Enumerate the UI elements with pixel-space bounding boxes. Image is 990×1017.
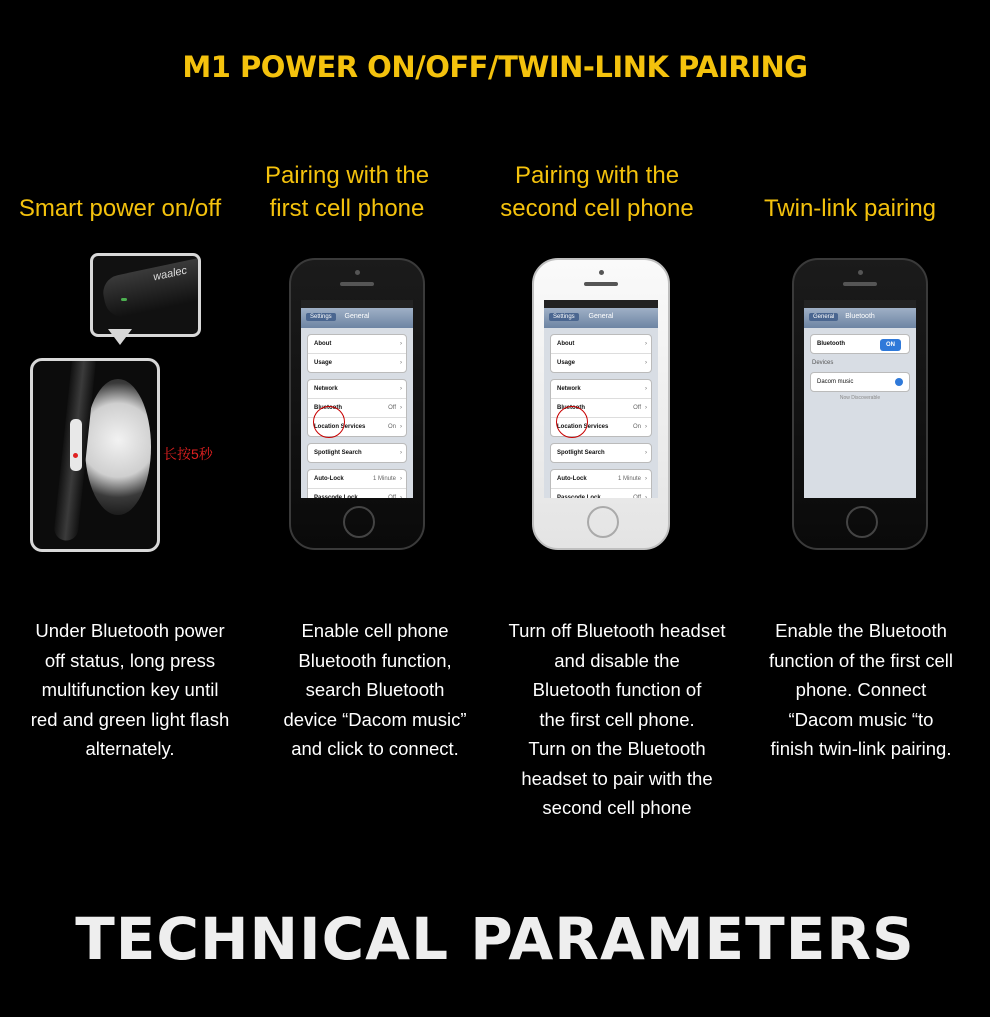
back-button[interactable]: General xyxy=(809,313,838,321)
chevron-right-icon: › xyxy=(645,386,647,392)
desc-power xyxy=(10,616,250,764)
settings-row-usage[interactable] xyxy=(308,354,406,372)
chevron-right-icon: › xyxy=(645,424,647,430)
row-value: On xyxy=(387,424,396,430)
phone-screen xyxy=(544,300,658,498)
home-button[interactable] xyxy=(343,506,375,538)
chevron-right-icon: › xyxy=(400,360,402,366)
settings-group xyxy=(550,443,652,463)
chevron-right-icon: › xyxy=(400,386,402,392)
settings-row-network[interactable] xyxy=(551,380,651,399)
desc-second-phone xyxy=(497,616,737,823)
status-bar xyxy=(301,300,413,308)
desc-line: function of the first cell xyxy=(768,649,954,671)
chevron-right-icon: › xyxy=(645,450,647,456)
speaker-icon xyxy=(584,282,618,286)
technical-parameters-heading: TECHNICAL PARAMETERS xyxy=(75,905,915,973)
row-label: Spotlight Search xyxy=(557,450,605,456)
bluetooth-toggle-row xyxy=(811,335,909,353)
led-indicator-icon xyxy=(121,298,127,301)
chevron-right-icon: › xyxy=(645,341,647,347)
chevron-right-icon: › xyxy=(400,476,402,482)
highlight-circle xyxy=(313,406,345,438)
speaker-icon xyxy=(340,282,374,286)
col-title-second-phone xyxy=(487,159,707,225)
desc-line: device “Dacom music” xyxy=(283,708,467,730)
row-label: Location Services xyxy=(314,424,366,430)
settings-row-spotlight[interactable] xyxy=(308,444,406,462)
desc-line: Turn off Bluetooth headset xyxy=(508,620,726,641)
device-row[interactable] xyxy=(811,373,909,391)
camera-icon xyxy=(599,270,604,275)
desc-line: Under Bluetooth power xyxy=(35,620,225,641)
col-title-line: second cell phone xyxy=(500,195,694,222)
headset-closeup xyxy=(90,253,201,337)
nav-title: General xyxy=(588,313,614,320)
settings-row-autolock[interactable] xyxy=(308,470,406,489)
nav-title: Bluetooth xyxy=(845,313,875,320)
headset-brand: waalec xyxy=(152,264,189,284)
chevron-right-icon: › xyxy=(400,450,402,456)
chevron-right-icon: › xyxy=(400,405,402,411)
multifunction-key-icon xyxy=(70,419,82,471)
desc-line: and disable the xyxy=(554,649,680,671)
row-label: Auto-Lock xyxy=(314,476,344,482)
chevron-right-icon: › xyxy=(400,495,402,498)
nav-bar xyxy=(804,308,916,328)
desc-line: phone. Connect xyxy=(795,679,927,700)
row-value: On xyxy=(632,424,641,430)
desc-line: Enable cell phone xyxy=(301,620,449,641)
discoverable-status: Now Discoverable xyxy=(839,395,881,401)
desc-line: finish twin-link pairing. xyxy=(770,738,952,759)
nav-bar xyxy=(544,308,658,328)
col-title-twin-link: Twin-link pairing xyxy=(763,195,937,222)
desc-line: off status, long press xyxy=(44,649,216,671)
desc-line: and click to connect. xyxy=(291,738,459,759)
phone-second xyxy=(532,258,670,550)
desc-line: the first cell phone. xyxy=(539,708,695,730)
col-title-line: Pairing with the xyxy=(514,162,680,189)
speaker-icon xyxy=(843,282,877,286)
col-title-line: Pairing with the xyxy=(264,162,430,189)
settings-group xyxy=(550,334,652,373)
back-button[interactable]: Settings xyxy=(549,313,579,321)
row-value: Off xyxy=(633,405,641,411)
highlight-circle xyxy=(556,406,588,438)
back-button[interactable]: Settings xyxy=(306,313,336,321)
row-value: 1 Minute xyxy=(372,476,396,482)
row-value: Off xyxy=(388,495,396,498)
row-label: Network xyxy=(557,386,581,392)
row-label: Usage xyxy=(314,360,333,366)
status-bar xyxy=(804,300,916,308)
bubble-tail xyxy=(108,329,132,345)
row-label: Spotlight Search xyxy=(314,450,362,456)
settings-row-spotlight[interactable] xyxy=(551,444,651,462)
desc-line: Bluetooth function of xyxy=(532,679,702,700)
settings-row-about[interactable] xyxy=(308,335,406,354)
devices-label: Devices xyxy=(812,360,834,366)
chevron-right-icon: › xyxy=(645,405,647,411)
desc-line: alternately. xyxy=(85,738,175,759)
nav-title: General xyxy=(344,313,370,320)
row-label: Usage xyxy=(557,360,576,366)
col-title-first-phone xyxy=(247,159,447,225)
settings-group xyxy=(307,469,407,498)
settings-row-about[interactable] xyxy=(551,335,651,354)
desc-line: headset to pair with the xyxy=(521,767,713,789)
desc-line: red and green light flash xyxy=(30,708,230,730)
earpiece-shape xyxy=(85,379,151,515)
bluetooth-group xyxy=(810,334,910,354)
bluetooth-toggle[interactable]: ON xyxy=(880,339,901,351)
home-button[interactable] xyxy=(587,506,619,538)
row-label: About xyxy=(557,341,575,347)
chevron-right-icon: › xyxy=(645,495,647,498)
phone-screen xyxy=(804,300,916,498)
row-label: Bluetooth xyxy=(557,405,585,411)
press-duration-label: 长按5秒 xyxy=(163,446,213,462)
headset-top-shape xyxy=(100,254,201,320)
camera-icon xyxy=(858,270,863,275)
chevron-right-icon: › xyxy=(645,476,647,482)
settings-group xyxy=(550,469,652,498)
row-value: Off xyxy=(633,495,641,498)
info-icon[interactable] xyxy=(895,378,903,386)
chevron-right-icon: › xyxy=(400,341,402,347)
col-title-line: first cell phone xyxy=(269,195,425,222)
nav-bar xyxy=(301,308,413,328)
settings-row-passcode[interactable] xyxy=(308,489,406,498)
col-title-power: Smart power on/off xyxy=(18,195,222,222)
status-bar xyxy=(544,300,658,308)
red-dot-icon xyxy=(73,453,78,458)
row-value: Off xyxy=(388,405,396,411)
desc-line: Enable the Bluetooth xyxy=(775,620,947,641)
row-value: 1 Minute xyxy=(617,476,641,482)
row-label: Location Services xyxy=(557,424,609,430)
desc-line: Turn on the Bluetooth xyxy=(528,738,706,759)
phone-first xyxy=(289,258,425,550)
row-label: About xyxy=(314,341,332,347)
chevron-right-icon: › xyxy=(400,424,402,430)
phone-screen xyxy=(301,300,413,498)
phone-twin-link xyxy=(792,258,928,550)
settings-row-passcode[interactable] xyxy=(551,489,651,498)
settings-row-network[interactable] xyxy=(308,380,406,399)
desc-line: Bluetooth function, xyxy=(298,649,452,671)
settings-row-autolock[interactable] xyxy=(551,470,651,489)
row-label: Passcode Lock xyxy=(557,495,601,498)
settings-row-usage[interactable] xyxy=(551,354,651,372)
row-label: Network xyxy=(314,386,338,392)
row-label: Bluetooth xyxy=(817,341,845,347)
row-label: Passcode Lock xyxy=(314,495,358,498)
desc-line: multifunction key until xyxy=(41,679,219,700)
desc-first-phone xyxy=(265,616,485,764)
chevron-right-icon: › xyxy=(645,360,647,366)
device-name: Dacom music xyxy=(817,379,854,385)
settings-group xyxy=(307,334,407,373)
row-label: Bluetooth xyxy=(314,405,342,411)
desc-twin-link xyxy=(750,616,972,764)
devices-group xyxy=(810,372,910,392)
desc-line: second cell phone xyxy=(542,797,692,818)
desc-line: “Dacom music “to xyxy=(788,708,934,730)
headset-photo xyxy=(30,358,160,552)
camera-icon xyxy=(355,270,360,275)
row-label: Auto-Lock xyxy=(557,476,587,482)
settings-group xyxy=(307,443,407,463)
home-button[interactable] xyxy=(846,506,878,538)
desc-line: search Bluetooth xyxy=(305,679,445,700)
page-title: M1 POWER ON/OFF/TWIN-LINK PAIRING xyxy=(182,50,808,84)
